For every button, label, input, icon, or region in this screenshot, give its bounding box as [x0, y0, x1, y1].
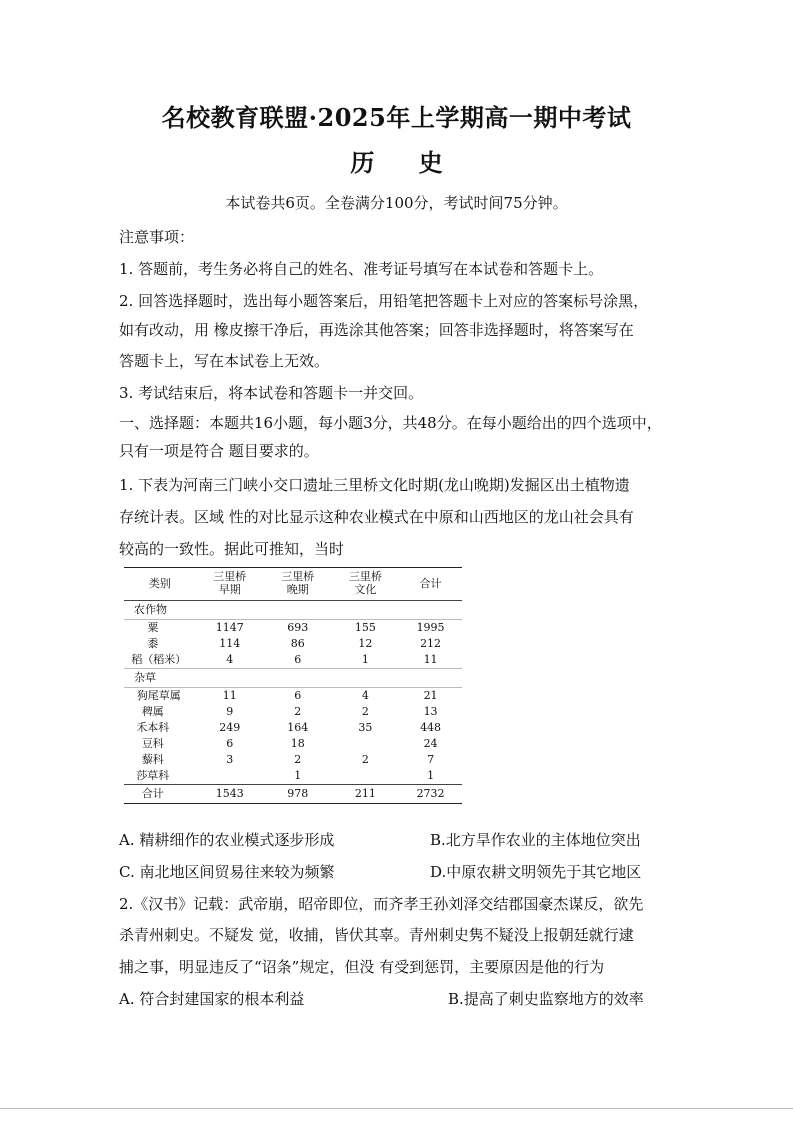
- group-row-crops: [124, 601, 462, 620]
- q1-option-a: A. 精耕细作的农业模式逐步形成: [119, 831, 335, 849]
- group-row-weeds: [124, 669, 462, 688]
- q1-option-c: C. 南北地区间贸易往来较为频繁: [119, 863, 335, 881]
- table-row: 黍 114 86 12 212: [147, 636, 442, 650]
- exam-intro: 本试卷共6页。全卷满分100分，考试时间75分钟。: [225, 194, 568, 212]
- header-category: 类别: [124, 568, 196, 601]
- question2-stem-line3: 捕之事，明显违反了“诏条”规定，但没 有受到惩罚，主要原因是他的行为: [119, 958, 605, 976]
- note-item-2-line3: 答题卡上，写在本试卷上无效。: [119, 352, 330, 370]
- table-header-row: [124, 568, 462, 601]
- q1-option-b: B.北方旱作农业的主体地位突出: [430, 831, 641, 849]
- question1-stem-line1: 1. 下表为河南三门峡小交口遗址三里桥文化时期(龙山晚期)发掘区出土植物遗: [119, 476, 630, 494]
- group-label: 农作物: [124, 601, 462, 620]
- section1-instructions-line2: 只有一项是符合 题目要求的。: [119, 442, 319, 460]
- exam-title: 名校教育联盟·2025年上学期高一期中考试: [161, 103, 632, 132]
- note-item-1: 1. 答题前，考生务必将自己的姓名、准考证号填写在本试卷和答题卡上。: [119, 260, 604, 278]
- section1-instructions-line1: 一、选择题：本题共16小题，每小题3分，共48分。在每小题给出的四个选项中，: [119, 414, 662, 432]
- question2-stem-line1: 2.《汉书》记载：武帝崩，昭帝即位，而齐孝王孙刘泽交结郡国豪杰谋反，欲先: [119, 895, 644, 913]
- table-row: 禾本科 249 164 35 448: [136, 720, 442, 734]
- q2-option-a: A. 符合封建国家的根本利益: [119, 990, 305, 1008]
- question1-stem-line3: 较高的一致性。据此可推知，当时: [119, 540, 345, 558]
- table-row: 粟 1147 693 155 1995: [147, 620, 445, 634]
- q1-option-d: D.中原农耕文明领先于其它地区: [430, 863, 642, 881]
- question2-stem-line2: 杀青州刺史。不疑发 觉，收捕，皆伏其辜。青州刺史隽不疑没上报朝廷就行逮: [119, 926, 634, 944]
- question1-stem-line2: 存统计表。区域 性的对比显示这种农业模式在中原和山西地区的龙山社会具有: [119, 508, 634, 526]
- header-early: 三里桥 早期: [196, 568, 264, 601]
- table-row: 豆科 6 18 24: [141, 736, 438, 750]
- table-row: 藜科 3 2 2 7: [141, 752, 435, 766]
- page-bottom-divider: [0, 1108, 793, 1109]
- table-total-row: 合计 1543 978 211 2732: [124, 785, 462, 804]
- note-item-3: 3. 考试结束后，将本试卷和答题卡一并交回。: [119, 384, 424, 402]
- group-label: 杂草: [124, 669, 462, 688]
- table-row: 莎草科 1 1: [136, 768, 435, 782]
- subject-title: 历 史: [350, 148, 461, 177]
- header-late: 三里桥 晚期: [264, 568, 332, 601]
- table-row: 稻（稻米） 4 6 1 11: [131, 652, 438, 666]
- plant-remains-table: [124, 567, 462, 804]
- header-culture: 三里桥 文化: [332, 568, 400, 601]
- q2-option-b: B.提高了刺史监察地方的效率: [448, 990, 644, 1008]
- table-row: 稗属 9 2 2 13: [141, 704, 438, 718]
- note-item-2-line1: 2. 回答选择题时，选出每小题答案后，用铅笔把答题卡上对应的答案标号涂黑，: [119, 292, 649, 310]
- note-item-2-line2: 如有改动，用 橡皮擦干净后，再选涂其他答案；回答非选择题时，将答案写在: [119, 321, 634, 339]
- table-row: 狗尾草属 11 6 4 21: [136, 688, 438, 702]
- header-total: 合计: [399, 568, 462, 601]
- notes-heading: 注意事项：: [119, 228, 195, 246]
